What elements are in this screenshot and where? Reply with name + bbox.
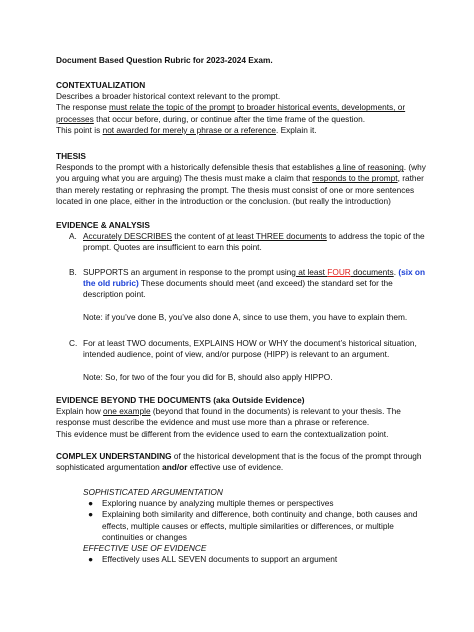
evidence-beyond-line-2: This evidence must be different from the evidence used to earn the contextualization point. bbox=[56, 428, 389, 439]
effective-use-heading: EFFECTIVE USE OF EVIDENCE bbox=[83, 543, 207, 554]
contextualization-section bbox=[56, 80, 432, 136]
effective-use-list bbox=[56, 554, 432, 565]
evidence-criteria-list bbox=[56, 231, 432, 253]
contextualization-line-2: The response must relate the topic of the prompt to broader historical events, developments, or processes that occur before, during, or continue after the time frame of the question. bbox=[56, 102, 406, 124]
evidence-beyond-heading: EVIDENCE BEYOND THE DOCUMENTS (aka Outside Evidence) bbox=[56, 395, 305, 405]
contextualization-heading: CONTEXTUALIZATION bbox=[56, 80, 146, 90]
bullet-icon: ● bbox=[88, 498, 94, 509]
bullet-icon: ● bbox=[88, 509, 94, 520]
thesis-body: Responds to the prompt with a historically defensible thesis that establishes a line of reasoning. (why you arguing what you are arguing) The thesis must make a claim that responds to the prompt, rather than merely restating or rephrasing the prompt. The thesis must consist of one or more sentences located in one place, either in the introduction or the conclusion. (but really the introduction) bbox=[56, 162, 426, 206]
sophisticated-argumentation-list bbox=[56, 498, 432, 543]
evidence-beyond-section bbox=[56, 395, 432, 440]
note-b: Note: if you’ve done B, you’ve also done A, since to use them, you have to explain them. bbox=[83, 312, 408, 322]
evidence-analysis-heading: EVIDENCE & ANALYSIS bbox=[56, 220, 150, 230]
thesis-section bbox=[56, 151, 432, 207]
complex-understanding-body: COMPLEX UNDERSTANDING of the historical development that is the focus of the prompt through sophisticated argumentation and/or effective use of evidence. bbox=[56, 451, 422, 473]
criterion-b-block bbox=[56, 267, 432, 301]
list-item: ● Exploring nuance by analyzing multiple themes or perspectives bbox=[88, 498, 334, 509]
sophisticated-argumentation-heading: SOPHISTICATED ARGUMENTATION bbox=[83, 487, 223, 497]
note-c: Note: So, for two of the four you did for B, should also apply HIPPO. bbox=[83, 372, 333, 382]
evidence-beyond-line-1: Explain how one example (beyond that found in the documents) is relevant to your thesis. The response must describe the evidence and must use more than a phrase or reference. bbox=[56, 406, 401, 428]
contextualization-line-1: Describes a broader historical context relevant to the prompt. bbox=[56, 91, 281, 102]
document-title: Document Based Question Rubric for 2023-2024 Exam. bbox=[56, 55, 273, 65]
thesis-heading: THESIS bbox=[56, 151, 86, 161]
sophisticated-argumentation-block bbox=[56, 487, 432, 565]
contextualization-line-3: This point is not awarded for merely a phrase or a reference. Explain it. bbox=[56, 124, 317, 135]
evidence-analysis-section bbox=[56, 220, 432, 254]
evidence-criteria-list-c bbox=[56, 338, 432, 360]
list-item: ● Explaining both similarity and difference, both continuity and change, both causes and effects, multiple causes or effects, multiple similarities or differences, or multiple continuities or changes bbox=[88, 509, 418, 542]
criterion-b: B. SUPPORTS an argument in response to the prompt using at least FOUR documents. (six on the old rubric) These documents should meet (and exceed) the standard set for the description point. bbox=[69, 267, 426, 300]
list-item: ● Effectively uses ALL SEVEN documents to support an argument bbox=[88, 554, 338, 565]
criterion-a: A. Accurately DESCRIBES the content of at least THREE documents to address the topic of the prompt. Quotes are insufficient to earn this point. bbox=[69, 231, 425, 253]
bullet-icon: ● bbox=[88, 554, 94, 565]
criterion-c-block bbox=[56, 338, 432, 360]
complex-understanding-section bbox=[56, 451, 432, 473]
evidence-criteria-list-b bbox=[56, 267, 432, 301]
criterion-c: C. For at least TWO documents, EXPLAINS HOW or WHY the document’s historical situation, intended audience, point of view, and/or purpose (HIPP) is relevant to an argument. bbox=[69, 338, 417, 360]
